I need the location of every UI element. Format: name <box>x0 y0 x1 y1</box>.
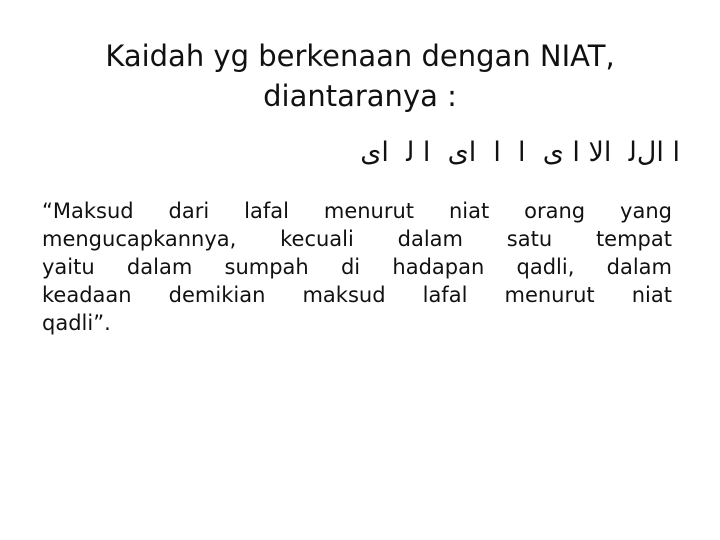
body-paragraph <box>42 197 672 337</box>
body-line: “Maksud dari lafal menurut niat orang yang <box>42 199 672 223</box>
body-line: yaitu dalam sumpah di hadapan qadli, dalam <box>42 255 672 279</box>
slide-title <box>40 36 680 116</box>
body-line: keadaan demikian maksud lafal menurut niat <box>42 283 672 307</box>
title-line-2: diantaranya : <box>263 79 457 113</box>
title-line-1: Kaidah yg berkenaan dengan NIAT, <box>105 39 615 73</box>
body-line: mengucapkannya, kecuali dalam satu tempat <box>42 227 672 251</box>
arabic-text: ا الﻟ الا ا ى ا ا اﻯ ا ﻟ اﻯ <box>360 137 680 168</box>
body-line: qadli”. <box>42 311 111 335</box>
